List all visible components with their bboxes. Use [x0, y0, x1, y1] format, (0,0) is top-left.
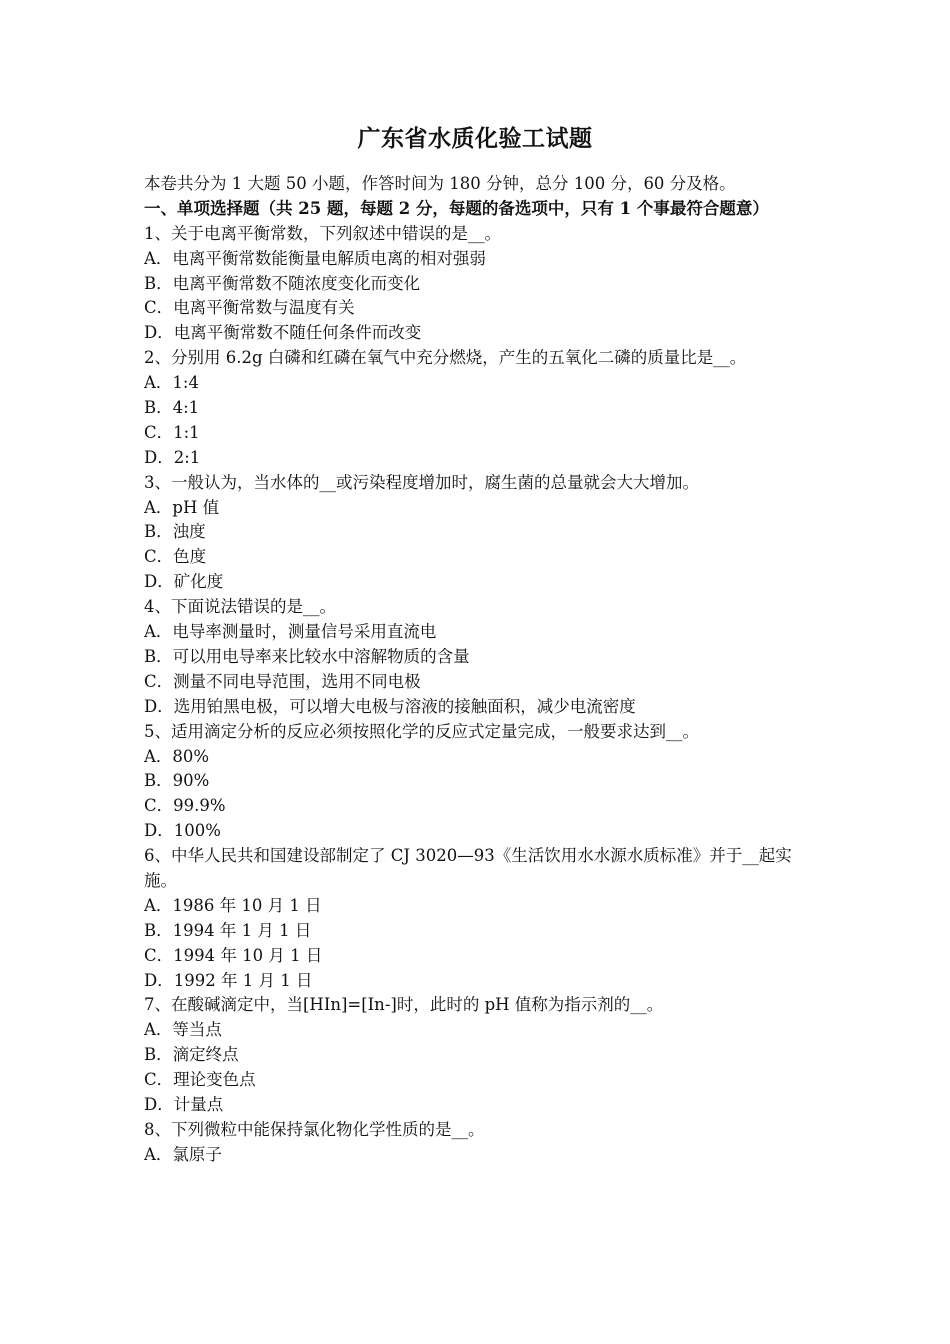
option-d: D．电离平衡常数不随任何条件而改变 [144, 323, 422, 343]
question-6 [144, 844, 814, 993]
option-b: B．滴定终点 [144, 1045, 239, 1065]
question-stem: 2、分别用 6.2g 白磷和红磷在氧气中充分燃烧，产生的五氧化二磷的质量比是__。 [144, 348, 747, 368]
question-stem: 1、关于电离平衡常数，下列叙述中错误的是__。 [144, 223, 501, 243]
option-c: C．理论变色点 [144, 1070, 256, 1090]
option-b: B．电离平衡常数不随浓度变化而变化 [144, 273, 421, 293]
option-d: D．2:1 [144, 447, 201, 467]
question-1 [144, 222, 814, 346]
exam-content [144, 172, 814, 1168]
option-c: C．色度 [144, 547, 207, 567]
option-d: D．计量点 [144, 1095, 224, 1114]
option-c: C．电离平衡常数与温度有关 [144, 298, 355, 318]
question-stem: 7、在酸碱滴定中，当[HIn]=[In-]时，此时的 pH 值称为指示剂的__。 [144, 995, 664, 1015]
option-a: A．pH 值 [144, 497, 220, 517]
option-b: B．浊度 [144, 522, 206, 542]
option-b: B．90% [144, 771, 210, 791]
option-b: B．可以用电导率来比较水中溶解物质的含量 [144, 646, 470, 666]
option-c: C．测量不同电导范围，选用不同电极 [144, 671, 421, 691]
option-a: A．电导率测量时，测量信号采用直流电 [144, 622, 437, 642]
question-stem: 4、下面说法错误的是__。 [144, 597, 336, 617]
option-d: D．100% [144, 821, 221, 841]
option-d: D．选用铂黑电极，可以增大电极与溶液的接触面积，减少电流密度 [144, 696, 636, 716]
question-2 [144, 346, 814, 470]
option-c: C．1:1 [144, 422, 200, 442]
option-a: A．1986 年 10 月 1 日 [144, 895, 322, 915]
option-c: C．1994 年 10 月 1 日 [144, 945, 323, 965]
question-8 [144, 1118, 814, 1168]
question-stem: 5、适用滴定分析的反应必须按照化学的反应式定量完成，一般要求达到__。 [144, 721, 699, 741]
section-heading: 一、单项选择题（共 25 题，每题 2 分，每题的备选项中，只有 1 个事最符合题意） [144, 198, 769, 218]
option-a: A．氯原子 [144, 1144, 222, 1164]
option-b: B．1994 年 1 月 1 日 [144, 920, 312, 940]
option-c: C．99.9% [144, 796, 226, 816]
question-stem: 8、下列微粒中能保持氯化物化学性质的是__。 [144, 1119, 485, 1139]
option-a: A．80% [144, 746, 210, 766]
option-b: B．4:1 [144, 398, 200, 418]
option-d: D．1992 年 1 月 1 日 [144, 970, 313, 990]
question-5 [144, 720, 814, 844]
question-stem: 3、一般认为，当水体的__或污染程度增加时，腐生菌的总量就会大大增加。 [144, 472, 699, 492]
option-d: D．矿化度 [144, 572, 224, 592]
page-title: 广东省水质化验工试题 [357, 125, 593, 152]
question-stem: 6、中华人民共和国建设部制定了 CJ 3020—93《生活饮用水水源水质标准》并于__起实施。 [144, 846, 792, 890]
option-a: A．电离平衡常数能衡量电解质电离的相对强弱 [144, 248, 486, 268]
question-3 [144, 471, 814, 595]
option-a: A．等当点 [144, 1020, 222, 1040]
exam-intro: 本卷共分为 1 大题 50 小题，作答时间为 180 分钟，总分 100 分，60 分及格。 [144, 174, 736, 193]
question-4 [144, 595, 814, 719]
option-a: A．1:4 [144, 373, 199, 393]
question-7 [144, 993, 814, 1117]
